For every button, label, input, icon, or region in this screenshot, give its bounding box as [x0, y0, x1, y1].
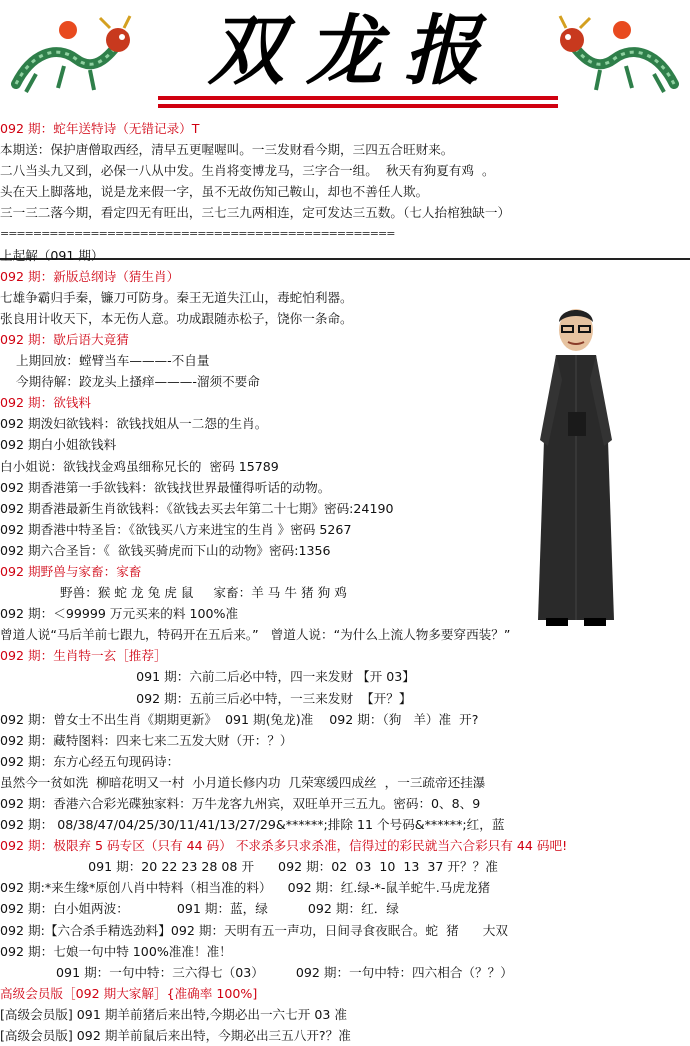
- text-line: 092 期： 08/38/47/04/25/30/11/41/13/27/29&******;排除 11 个号码&******;红，蓝: [0, 817, 505, 833]
- text-line: 二八当头九又到，必保一八从中发。生肖将变博龙马，三字合一组。 秋天有狗夏有鸡 。: [0, 163, 495, 179]
- text-line: 七雄争霸归手秦，镰刀可防身。秦王无道失江山，毒蛇怕利器。: [0, 289, 353, 305]
- text-line: 092 期：香港六合彩光碟独家料：万牛龙客九州宾，双旺单开三五九。密码：0、8、9: [0, 796, 481, 811]
- text-line: ================================================: [0, 227, 395, 241]
- text-line: 今期待解：跤龙头上搔痒———-溜须不要命: [0, 374, 260, 390]
- text-line: 092 期野兽与家畜：家畜: [0, 563, 142, 579]
- text-line: 091 期：六前二后必中特，四一来发财 【开 03】: [0, 669, 415, 685]
- text-line: [高级会员版] 092 期羊前鼠后来出特，今期必出三五八开?？准: [0, 1028, 351, 1044]
- text-line: 092 期：七娘一句中特 100%准准！准！: [0, 943, 232, 959]
- text-line: 092 期香港中特圣旨：《欲钱买八方来进宝的生肖 》密码 5267: [0, 521, 352, 537]
- text-line: 092 期：＜99999 万元买来的料 100%准: [0, 606, 239, 622]
- text-line: 野兽：猴 蛇 龙 兔 虎 鼠 家畜：羊 马 牛 猪 狗 鸡: [0, 585, 347, 601]
- text-line: 虽然今一贫如洗 柳暗花明又一村 小月道长修内功 几荣寒缓四成丝 ，一三疏帝还挂瀑: [0, 774, 486, 790]
- text-line: 张良用计收天下，本无伤人意。功成跟随赤松子，饶你一条命。: [0, 310, 353, 326]
- text-line: 白小姐说：欲钱找金鸡虽细称兄长的 密码 15789: [0, 458, 279, 474]
- text-line: 092 期:*来生缘*原创八肖中特料（相当准的料） 092 期：红.绿-*-鼠羊蛇牛.马虎龙猪: [0, 880, 491, 896]
- title-underline: [158, 104, 558, 108]
- text-line: 092 期香港最新生肖欲钱料：《欲钱去买去年第二十七期》密码:24190: [0, 500, 394, 516]
- dragon-icon: [6, 14, 136, 114]
- text-line: 高级会员版［092 期大家解］{准确率 100%]: [0, 985, 258, 1001]
- text-line: 092 期泼妇欲钱料：欲钱找姐从一二怨的生肖。: [0, 416, 268, 432]
- text-line: 092 期:【六合杀手精选劲料】092 期：天明有五一声功，日间寻食夜眠合。蛇 猪 大双: [0, 922, 508, 938]
- text-line: 本期送：保护唐僧取西经，清早五更喔喔叫。一三发财看今期，三四五合旺财来。: [0, 142, 454, 158]
- title-underline: [158, 96, 558, 100]
- text-line: 092 期：白小姐两波： 091 期：蓝，绿 092 期：红．绿: [0, 901, 399, 917]
- text-line: 092 期：新版总纲诗（猜生肖）: [0, 268, 180, 284]
- text-line: 092 期：生肖特一玄［推荐］: [0, 648, 167, 664]
- text-line: 092 期香港第一手欲钱料：欲钱找世界最懂得听话的动物。: [0, 479, 331, 495]
- text-line: 092 期六合圣旨：《 欲钱买骑虎而下山的动物》密码:1356: [0, 542, 331, 558]
- text-line: 092 期：欲钱料: [0, 395, 92, 411]
- text-line: 上起解（091 期）: [0, 247, 104, 263]
- text-line: 092 期：极限弃 5 码专区（只有 44 码） 不求杀多只求杀准，信得过的彩民就当六合彩只有 44 码吧!: [0, 838, 568, 854]
- text-line: 092 期：曾女士不出生肖《期期更新》 091 期(兔龙)准 092 期：（狗 羊）准 开?: [0, 711, 479, 727]
- text-line: 曾道人说“马后羊前七跟九，特码开在五后来。” 曾道人说：“为什么上流人物多要穿西装？”: [0, 627, 511, 643]
- text-line: 092 期：东方心经五句现码诗：: [0, 753, 180, 769]
- text-line: 091 期：一句中特：三六得七（03） 092 期：一句中特：四六相合（？？）: [0, 964, 513, 980]
- text-line: 三一三二落今期，看定四无有旺出，三七三九两相连，定可发达三五数。（七人抬棺独缺一）: [0, 205, 511, 221]
- text-line: 092 期白小姐欲钱料: [0, 437, 117, 453]
- text-line: 092 期：五前三后必中特，一三来发财 【开？】: [0, 690, 412, 706]
- man-in-gown-image: [526, 300, 626, 630]
- page-title: 双龙报: [208, 6, 502, 95]
- dragon-icon: [554, 14, 684, 114]
- masthead: [0, 0, 690, 118]
- text-line: 092 期：藏特图料：四来七来二五发大财（开：？）: [0, 732, 293, 748]
- text-line: [高级会员版] 091 期羊前猪后来出特,今期必出一六七开 03 准: [0, 1006, 347, 1022]
- text-line: 091 期：20 22 23 28 08 开 092 期：02 03 10 13 37 开？？准: [0, 859, 498, 875]
- text-line: 092 期：蛇年送特诗（无错记录）T: [0, 121, 200, 136]
- text-line: 上期回放：螳臂当车———-不自量: [0, 353, 210, 369]
- text-line: 头在天上脚落地，说是龙来假一字，虽不无故伤知己鞍山，却也不善任人欺。: [0, 184, 429, 200]
- text-line: 092 期：歇后语大竟猜: [0, 331, 129, 347]
